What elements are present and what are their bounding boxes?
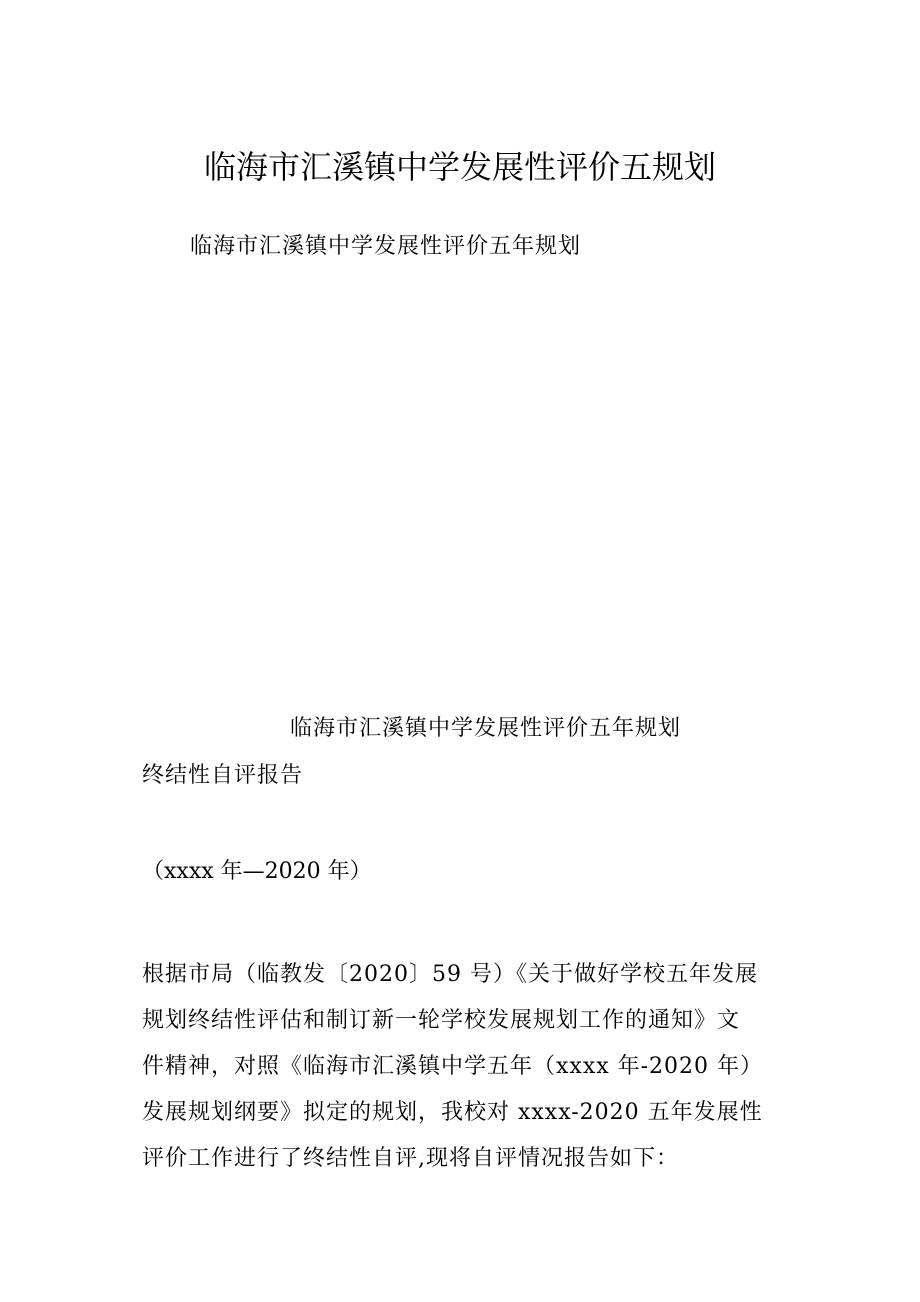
report-period: （xxxx 年—2020 年） <box>142 859 372 884</box>
body-line: 规划终结性评估和制订新一轮学校发展规划工作的通知》文 <box>142 1008 741 1033</box>
body-line: 发展规划纲要》拟定的规划，我校对 xxxx-2020 五年发展性 <box>142 1100 763 1125</box>
report-heading: 临海市汇溪镇中学发展性评价五年规划 <box>290 716 682 741</box>
body-paragraph <box>142 952 802 1182</box>
body-line: 根据市局（临教发〔2020〕59 号）《关于做好学校五年发展 <box>142 962 758 987</box>
body-line: 件精神，对照《临海市汇溪镇中学五年（xxxx 年-2020 年） <box>142 1054 764 1079</box>
body-line: 评价工作进行了终结性自评,现将自评情况报告如下： <box>142 1146 679 1171</box>
document-subtitle: 临海市汇溪镇中学发展性评价五年规划 <box>190 234 582 259</box>
document-title: 临海市汇溪镇中学发展性评价五规划 <box>203 148 716 186</box>
report-kind: 终结性自评报告 <box>142 763 304 788</box>
